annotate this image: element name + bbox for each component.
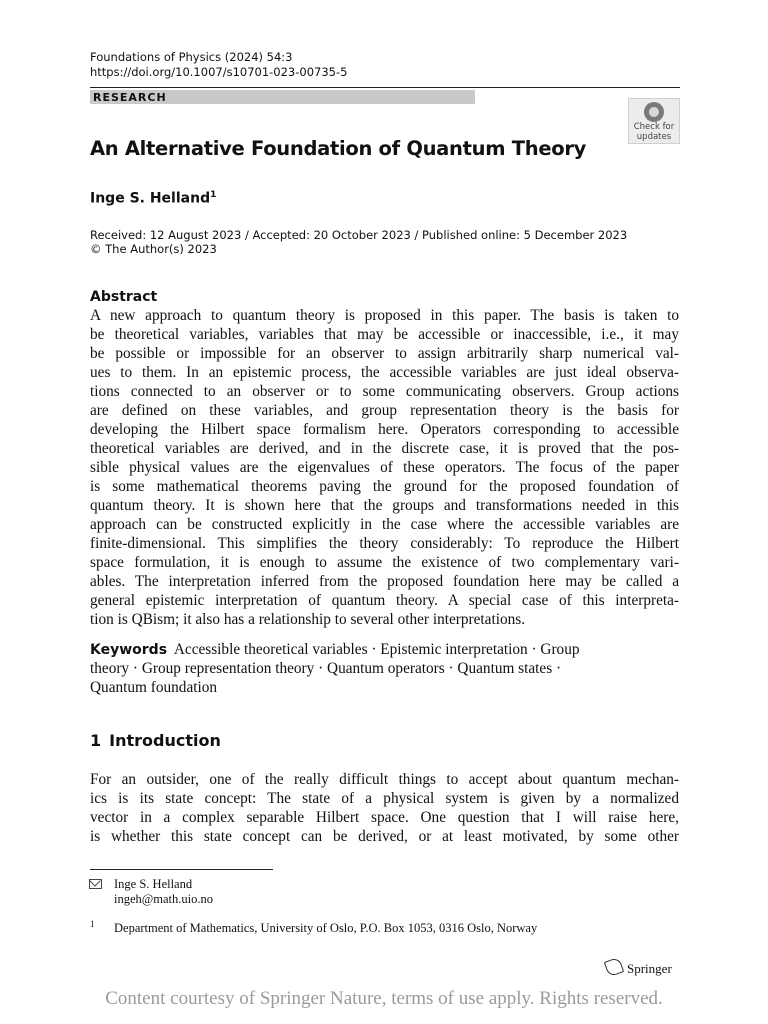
abstract-line: space formulation, it is enough to assume the existence of two complementary vari- [90, 554, 679, 571]
abstract-line: tion is QBism; it also has a relationship to several other interpretations. [90, 611, 526, 628]
author-email-link[interactable]: ingeh@math.uio.no [114, 892, 213, 906]
author-affiliation-mark: 1 [210, 190, 217, 200]
abstract-line: be theoretical variables, variables that may be accessible or inaccessible, i.e., it may [90, 326, 679, 343]
footnote-rule [90, 869, 273, 870]
journal-citation: Foundations of Physics (2024) 54:3 [90, 50, 293, 64]
envelope-icon [89, 879, 102, 889]
publisher-logo [606, 959, 672, 979]
publication-dates: Received: 12 August 2023 / Accepted: 20 October 2023 / Published online: 5 December 2023 [90, 228, 628, 242]
author-line [90, 185, 216, 209]
abstract-line: sible physical values are the eigenvalues of these operators. The focus of the paper [90, 459, 679, 476]
affiliation-footnote: Department of Mathematics, University of Oslo, P.O. Box 1053, 0316 Oslo, Norway [114, 921, 538, 935]
abstract-heading: Abstract [90, 289, 158, 305]
keywords-line [90, 640, 679, 660]
check-for-updates-label: Check for updates [633, 122, 675, 142]
journal-header [90, 50, 347, 80]
intro-line: is whether this state concept can be derived, or at least motivated, by some other [90, 828, 679, 845]
intro-line: vector in a complex separable Hilbert space. One question that I will raise here, [90, 809, 679, 826]
intro-line: ics is its state concept: The state of a physical system is given by a normalized [90, 790, 679, 807]
publisher-name: Springer [627, 961, 672, 976]
springer-horse-icon [604, 957, 625, 978]
abstract-line: ables. The interpretation inferred from the proposed foundation here may be called a [90, 573, 679, 590]
abstract-line: developing the Hilbert space formalism here. Operators corresponding to accessible [90, 421, 679, 438]
section-heading-introduction [90, 731, 221, 751]
copyright-notice: © The Author(s) 2023 [90, 242, 217, 256]
intro-line: For an outsider, one of the really difficult things to accept about quantum mechan- [90, 771, 679, 788]
section-label: RESEARCH [93, 91, 167, 104]
keywords-label: Keywords [90, 642, 168, 658]
abstract-line: quantum theory. It is shown here that the groups and transformations needed in this [90, 497, 679, 514]
header-rule [90, 87, 680, 88]
abstract-line: approach can be constructed explicitly in the case where the accessible variables are [90, 516, 679, 533]
section-number: 1 [90, 731, 102, 750]
article-title: An Alternative Foundation of Quantum Theory [90, 137, 587, 160]
abstract-line: is some mathematical theorems paving the ground for the proposed foundation of [90, 478, 679, 495]
abstract-line: general epistemic interpretation of quantum theory. A special case of this interpreta- [90, 592, 679, 609]
courtesy-notice: Content courtesy of Springer Nature, terms of use apply. Rights reserved. [105, 988, 663, 1009]
keywords-line: Quantum foundation [90, 679, 218, 696]
abstract-line: be possible or impossible for an observer to assign arbitrarily sharp numerical val- [90, 345, 679, 362]
check-for-updates-button[interactable] [628, 98, 680, 144]
abstract-line: finite-dimensional. This simplifies the theory considerably: To reproduce the Hilbert [90, 535, 679, 552]
abstract-line: ues to them. In an epistemic process, the accessible variables are just ideal observa- [90, 364, 679, 381]
author-name[interactable]: Inge S. Helland [90, 190, 211, 207]
abstract-line: A new approach to quantum theory is proposed in this paper. The basis is taken to [90, 307, 679, 324]
keywords-text: Accessible theoretical variables · Epistemic interpretation · Group [173, 641, 580, 658]
footnote-mark: 1 [90, 919, 95, 929]
doi-link[interactable]: https://doi.org/10.1007/s10701-023-00735-5 [90, 65, 348, 79]
abstract-line: theoretical variables are derived, and in the discrete case, it is proved that the pos- [90, 440, 679, 457]
crossmark-icon [644, 102, 664, 122]
corresponding-author-name: Inge S. Helland [114, 877, 193, 891]
section-title: Introduction [109, 731, 221, 750]
keywords-line: theory · Group representation theory · Quantum operators · Quantum states · [90, 660, 562, 677]
abstract-line: tions connected to an observer or to some communicating observers. Group actions [90, 383, 679, 400]
abstract-line: are defined on these variables, and group representation theory is the basis for [90, 402, 679, 419]
